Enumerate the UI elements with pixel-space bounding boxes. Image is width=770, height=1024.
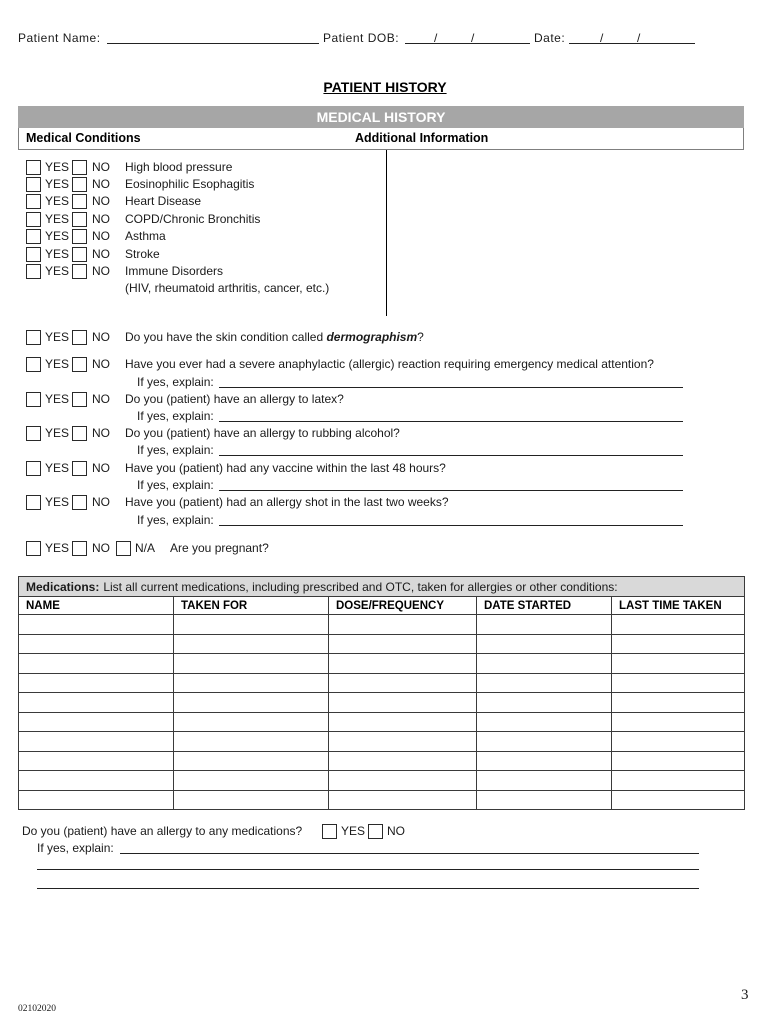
rubbing-alcohol-allergy-explain-row — [0, 442, 770, 459]
stroke-no-checkbox[interactable] — [72, 247, 87, 262]
allergy-shot-no-checkbox[interactable] — [72, 495, 87, 510]
medication-allergy-explain-field[interactable] — [120, 841, 699, 854]
eosinophilic-esophagitis-yes-checkbox[interactable] — [26, 177, 41, 192]
medication-name-cell[interactable] — [19, 673, 174, 693]
yes-label: YES — [45, 495, 70, 509]
copd-chronic-bronchitis-yes-checkbox[interactable] — [26, 212, 41, 227]
medication-allergy-explain-line-3[interactable] — [37, 876, 699, 889]
anaphylaxis-yes-checkbox[interactable] — [26, 357, 41, 372]
question-row-allergy-shot — [0, 494, 770, 511]
column-header-last-time-taken: LAST TIME TAKEN — [612, 597, 745, 615]
question-text: Have you (patient) had any vaccine within the last 48 hours? — [125, 461, 446, 475]
question-row-dermographism — [0, 329, 770, 346]
medication-taken-for-cell[interactable] — [174, 615, 329, 635]
medication-row — [19, 732, 745, 752]
explain-label: If yes, explain: — [137, 478, 214, 492]
immune-disorders-yes-checkbox[interactable] — [26, 264, 41, 279]
medication-allergy-explain-line-2[interactable] — [37, 857, 699, 870]
medication-last-time-taken-cell[interactable] — [612, 790, 745, 810]
medications-heading-row — [19, 577, 745, 597]
column-header-date-started: DATE STARTED — [477, 597, 612, 615]
medication-date-started-cell[interactable] — [477, 654, 612, 674]
high-blood-pressure-no-checkbox[interactable] — [72, 160, 87, 175]
no-label: NO — [92, 495, 110, 509]
no-label: NO — [92, 461, 110, 475]
explain-label: If yes, explain: — [37, 841, 114, 855]
recent-vaccine-explain-field[interactable] — [219, 478, 683, 491]
medication-date-started-cell[interactable] — [477, 771, 612, 791]
question-text: Do you (patient) have an allergy to rubbing alcohol? — [125, 426, 400, 440]
rubbing-alcohol-allergy-explain-field[interactable] — [219, 443, 683, 456]
medication-last-time-taken-cell[interactable] — [612, 615, 745, 635]
latex-allergy-no-checkbox[interactable] — [72, 392, 87, 407]
medications-heading: Medications: — [26, 579, 100, 594]
pregnant-yes-checkbox[interactable] — [26, 541, 41, 556]
column-header-dose-frequency: DOSE/FREQUENCY — [329, 597, 477, 615]
condition-row-stroke — [0, 246, 770, 263]
no-label: NO — [92, 177, 110, 191]
page-title: PATIENT HISTORY — [323, 79, 447, 95]
condition-row-eosinophilic-esophagitis — [0, 176, 770, 193]
medication-taken-for-cell[interactable] — [174, 732, 329, 752]
condition-row-asthma — [0, 228, 770, 245]
medication-date-started-cell[interactable] — [477, 751, 612, 771]
dermographism-no-checkbox[interactable] — [72, 330, 87, 345]
no-label: NO — [92, 212, 110, 226]
medication-allergy-no-checkbox[interactable] — [368, 824, 383, 839]
eosinophilic-esophagitis-no-checkbox[interactable] — [72, 177, 87, 192]
medication-dose-frequency-cell[interactable] — [329, 693, 477, 713]
medication-date-started-cell[interactable] — [477, 732, 612, 752]
page-number: 3 — [741, 987, 749, 1003]
dermographism-yes-checkbox[interactable] — [26, 330, 41, 345]
medication-last-time-taken-cell[interactable] — [612, 634, 745, 654]
medication-date-started-cell[interactable] — [477, 673, 612, 693]
medication-row — [19, 712, 745, 732]
medication-date-started-cell[interactable] — [477, 712, 612, 732]
medication-last-time-taken-cell[interactable] — [612, 654, 745, 674]
dob-separator: / — [434, 31, 438, 45]
medication-dose-frequency-cell[interactable] — [329, 634, 477, 654]
heart-disease-no-checkbox[interactable] — [72, 194, 87, 209]
immune-disorders-note: (HIV, rheumatoid arthritis, cancer, etc.) — [125, 281, 330, 295]
yes-label: YES — [45, 194, 70, 208]
medication-row — [19, 751, 745, 771]
pregnant-na-checkbox[interactable] — [116, 541, 131, 556]
medication-taken-for-cell[interactable] — [174, 673, 329, 693]
medication-last-time-taken-cell[interactable] — [612, 693, 745, 713]
explain-label: If yes, explain: — [137, 409, 214, 423]
explain-label: If yes, explain: — [137, 513, 214, 527]
yes-label: YES — [45, 426, 70, 440]
yes-label: YES — [45, 229, 70, 243]
question-text — [125, 329, 424, 346]
question-row-pregnancy — [0, 540, 770, 557]
medication-name-cell[interactable] — [19, 712, 174, 732]
pregnant-no-checkbox[interactable] — [72, 541, 87, 556]
question-row-medication-allergy — [0, 823, 770, 840]
date-label: Date: — [534, 31, 566, 45]
no-label: NO — [92, 541, 110, 555]
no-label: NO — [92, 357, 110, 371]
dob-month-field[interactable] — [405, 31, 436, 44]
yes-label: YES — [45, 247, 70, 261]
medication-row — [19, 673, 745, 693]
latex-allergy-explain-field[interactable] — [219, 409, 683, 422]
medication-taken-for-cell[interactable] — [174, 654, 329, 674]
form-revision-code: 02102020 — [18, 1004, 56, 1014]
medication-row — [19, 615, 745, 635]
medication-dose-frequency-cell[interactable] — [329, 712, 477, 732]
question-text-end: ? — [417, 330, 424, 344]
patient-name-field[interactable] — [107, 31, 319, 44]
medication-taken-for-cell[interactable] — [174, 771, 329, 791]
no-label: NO — [92, 160, 110, 174]
column-header-name: NAME — [19, 597, 174, 615]
medication-taken-for-cell[interactable] — [174, 712, 329, 732]
yes-label: YES — [45, 541, 70, 555]
medication-name-cell[interactable] — [19, 751, 174, 771]
no-label: NO — [92, 194, 110, 208]
medication-last-time-taken-cell[interactable] — [612, 712, 745, 732]
medication-allergy-yes-checkbox[interactable] — [322, 824, 337, 839]
latex-allergy-yes-checkbox[interactable] — [26, 392, 41, 407]
dob-separator: / — [471, 31, 475, 45]
no-label: NO — [387, 824, 405, 838]
date-separator: / — [637, 31, 641, 45]
condition-row-copd-chronic-bronchitis — [0, 211, 770, 228]
condition-label: Asthma — [125, 229, 166, 243]
medication-name-cell[interactable] — [19, 654, 174, 674]
dob-day-field[interactable] — [436, 31, 473, 44]
asthma-no-checkbox[interactable] — [72, 229, 87, 244]
explain-label: If yes, explain: — [137, 375, 214, 389]
question-text-start: Do you have the skin condition called — [125, 330, 327, 344]
question-text: Do you (patient) have an allergy to latex? — [125, 392, 344, 406]
question-text: Are you pregnant? — [170, 541, 269, 555]
question-row-recent-vaccine — [0, 460, 770, 477]
anaphylaxis-explain-field[interactable] — [219, 375, 683, 388]
no-label: NO — [92, 264, 110, 278]
medication-name-cell[interactable] — [19, 615, 174, 635]
medication-dose-frequency-cell[interactable] — [329, 654, 477, 674]
yes-label: YES — [45, 461, 70, 475]
medication-dose-frequency-cell[interactable] — [329, 732, 477, 752]
yes-label: YES — [341, 824, 366, 838]
medication-taken-for-cell[interactable] — [174, 693, 329, 713]
high-blood-pressure-yes-checkbox[interactable] — [26, 160, 41, 175]
medication-name-cell[interactable] — [19, 790, 174, 810]
condition-row-heart-disease — [0, 193, 770, 210]
yes-label: YES — [45, 212, 70, 226]
medication-row — [19, 634, 745, 654]
question-emphasis: dermographism — [326, 330, 418, 344]
medication-row — [19, 654, 745, 674]
medication-last-time-taken-cell[interactable] — [612, 673, 745, 693]
medical-history-header-row — [18, 128, 744, 150]
medication-row — [19, 771, 745, 791]
question-text: Have you ever had a severe anaphylactic (allergic) reaction requiring emergency medical attention? — [125, 357, 654, 371]
heart-disease-yes-checkbox[interactable] — [26, 194, 41, 209]
medication-dose-frequency-cell[interactable] — [329, 673, 477, 693]
no-label: NO — [92, 330, 110, 344]
question-text: Do you (patient) have an allergy to any medications? — [22, 824, 303, 838]
patient-info-line — [0, 30, 770, 47]
additional-information-header: Additional Information — [355, 131, 489, 145]
no-label: NO — [92, 392, 110, 406]
condition-row-immune-disorders — [0, 263, 770, 280]
copd-chronic-bronchitis-no-checkbox[interactable] — [72, 212, 87, 227]
medication-taken-for-cell[interactable] — [174, 790, 329, 810]
rubbing-alcohol-allergy-no-checkbox[interactable] — [72, 426, 87, 441]
medical-history-bar: MEDICAL HISTORY — [18, 106, 744, 128]
na-label: N/A — [135, 541, 156, 555]
no-label: NO — [92, 426, 110, 440]
recent-vaccine-explain-row — [0, 477, 770, 494]
medication-row — [19, 693, 745, 713]
date-separator: / — [600, 31, 604, 45]
medication-date-started-cell[interactable] — [477, 634, 612, 654]
medications-table — [18, 576, 745, 810]
dob-year-field[interactable] — [473, 31, 530, 44]
rubbing-alcohol-allergy-yes-checkbox[interactable] — [26, 426, 41, 441]
medication-taken-for-cell[interactable] — [174, 634, 329, 654]
condition-label: Immune Disorders — [125, 264, 224, 278]
immune-disorders-no-checkbox[interactable] — [72, 264, 87, 279]
medications-instruction: List all current medications, including prescribed and OTC, taken for allergies or other conditions: — [103, 579, 618, 594]
explain-label: If yes, explain: — [137, 443, 214, 457]
condition-note-row — [0, 280, 770, 297]
yes-label: YES — [45, 357, 70, 371]
medication-last-time-taken-cell[interactable] — [612, 751, 745, 771]
question-row-anaphylaxis — [0, 356, 770, 373]
condition-label: Stroke — [125, 247, 160, 261]
latex-allergy-explain-row — [0, 408, 770, 425]
medication-row — [19, 790, 745, 810]
anaphylaxis-explain-row — [0, 374, 770, 391]
date-year-field[interactable] — [639, 31, 695, 44]
allergy-shot-yes-checkbox[interactable] — [26, 495, 41, 510]
anaphylaxis-no-checkbox[interactable] — [72, 357, 87, 372]
allergy-shot-explain-row — [0, 512, 770, 529]
medication-name-cell[interactable] — [19, 634, 174, 654]
medication-dose-frequency-cell[interactable] — [329, 751, 477, 771]
question-row-latex-allergy — [0, 391, 770, 408]
no-label: NO — [92, 229, 110, 243]
yes-label: YES — [45, 264, 70, 278]
yes-label: YES — [45, 392, 70, 406]
medication-name-cell[interactable] — [19, 732, 174, 752]
asthma-yes-checkbox[interactable] — [26, 229, 41, 244]
medical-conditions-header: Medical Conditions — [26, 131, 141, 145]
no-label: NO — [92, 247, 110, 261]
medication-last-time-taken-cell[interactable] — [612, 771, 745, 791]
yes-label: YES — [45, 177, 70, 191]
question-row-rubbing-alcohol-allergy — [0, 425, 770, 442]
condition-row-high-blood-pressure — [0, 159, 770, 176]
condition-label: COPD/Chronic Bronchitis — [125, 212, 261, 226]
stroke-yes-checkbox[interactable] — [26, 247, 41, 262]
allergy-shot-explain-field[interactable] — [219, 513, 683, 526]
medication-taken-for-cell[interactable] — [174, 751, 329, 771]
medications-column-headers — [19, 597, 745, 615]
medication-last-time-taken-cell[interactable] — [612, 732, 745, 752]
medication-name-cell[interactable] — [19, 693, 174, 713]
medication-dose-frequency-cell[interactable] — [329, 790, 477, 810]
medication-name-cell[interactable] — [19, 771, 174, 791]
medication-dose-frequency-cell[interactable] — [329, 771, 477, 791]
recent-vaccine-no-checkbox[interactable] — [72, 461, 87, 476]
yes-label: YES — [45, 160, 70, 174]
medication-date-started-cell[interactable] — [477, 790, 612, 810]
medications-heading-cell — [19, 577, 745, 597]
recent-vaccine-yes-checkbox[interactable] — [26, 461, 41, 476]
condition-label: High blood pressure — [125, 160, 233, 174]
condition-label: Heart Disease — [125, 194, 202, 208]
medication-dose-frequency-cell[interactable] — [329, 615, 477, 635]
date-day-field[interactable] — [602, 31, 639, 44]
date-month-field[interactable] — [569, 31, 602, 44]
medication-date-started-cell[interactable] — [477, 693, 612, 713]
question-text: Have you (patient) had an allergy shot in the last two weeks? — [125, 495, 449, 509]
patient-dob-label: Patient DOB: — [323, 31, 400, 45]
medication-date-started-cell[interactable] — [477, 615, 612, 635]
yes-label: YES — [45, 330, 70, 344]
column-header-taken-for: TAKEN FOR — [174, 597, 329, 615]
medication-allergy-explain-row — [0, 840, 770, 857]
patient-name-label: Patient Name: — [18, 31, 101, 45]
condition-label: Eosinophilic Esophagitis — [125, 177, 255, 191]
